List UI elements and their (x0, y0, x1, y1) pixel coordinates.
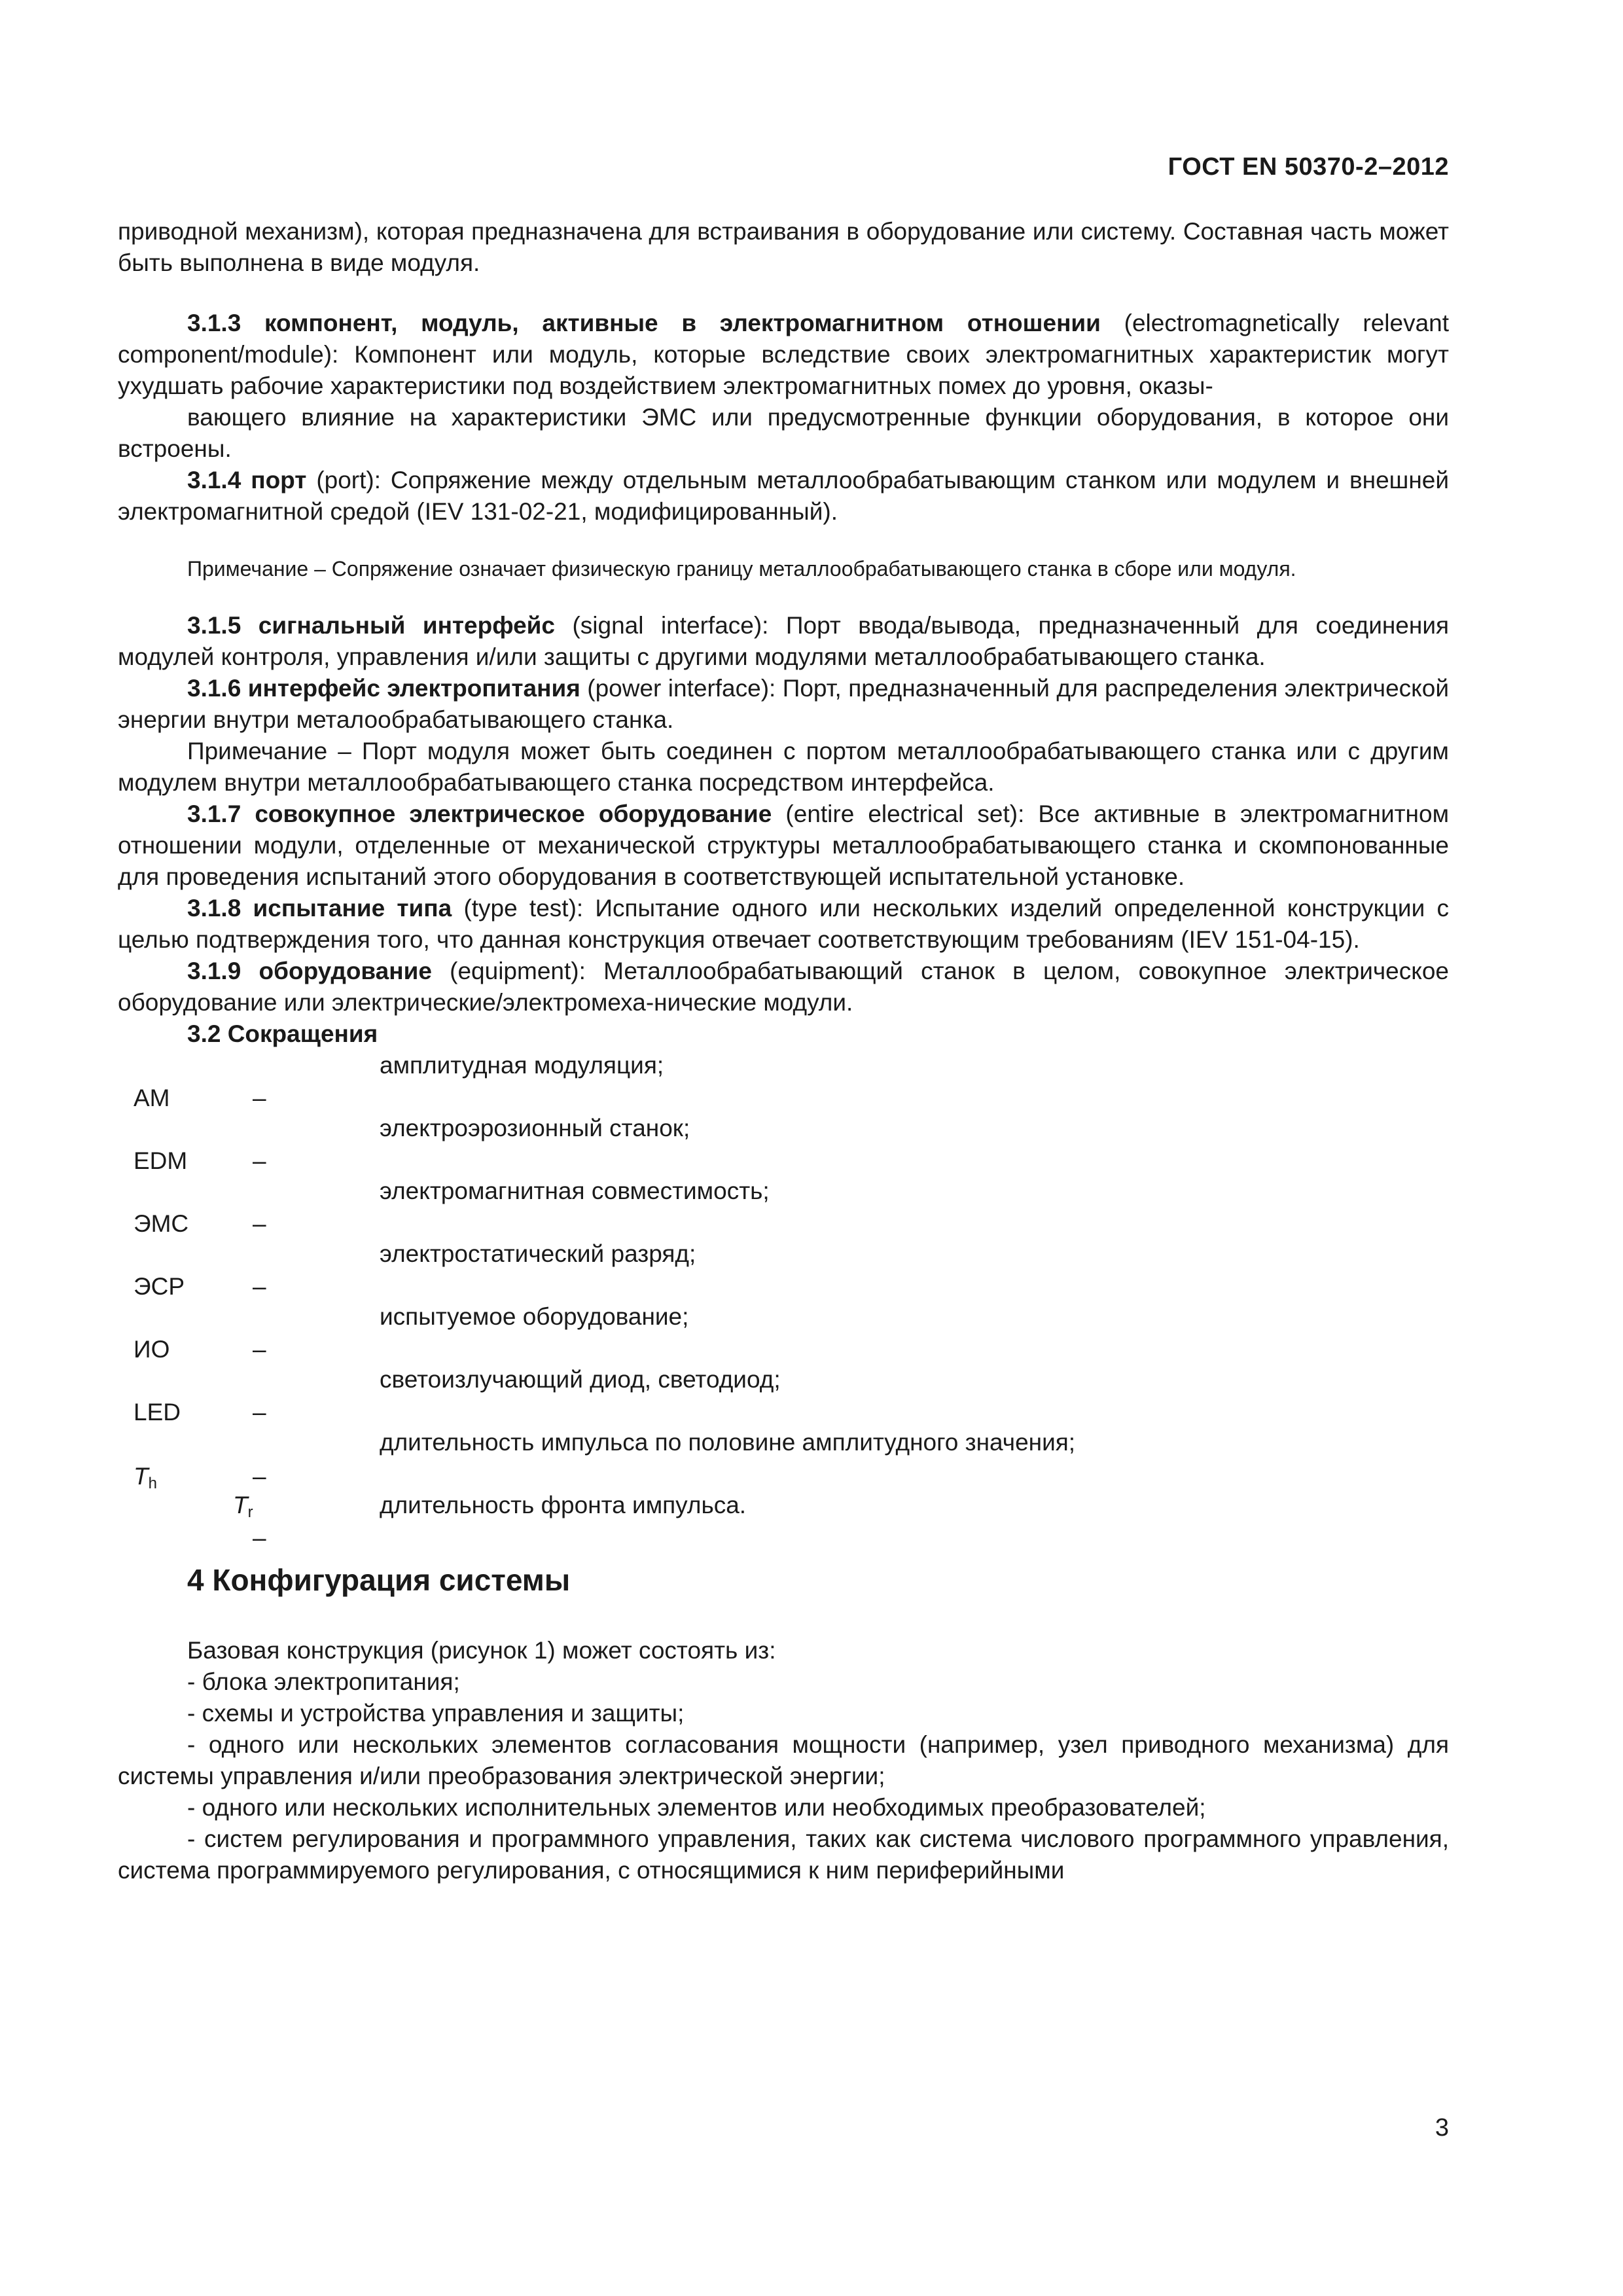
abbreviation-dash: – (253, 1085, 266, 1111)
page-content (118, 216, 1449, 1886)
definition-term: оборудование (259, 958, 432, 984)
definition-text: (type test): Испытание одного или нескольких изделий определенной конструкции с целью подтверждения того, что данная конструкция отвечает соответствующим требованиям (IEV 151-04-15). (118, 895, 1449, 953)
abbreviation-list (118, 1050, 1449, 1560)
definition-term: интерфейс электропитания (247, 675, 580, 702)
abbreviation-dash: – (253, 1147, 266, 1174)
abbreviation-subscript: r (247, 1503, 253, 1521)
definition-number: 3.1.9 (187, 958, 241, 984)
definition-text: (entire electrical set): Все активные в электромагнитном отношении модули, отделенные от механической структуры металлообрабатывающего станка и скомпонованные для проведения испытаний этого оборудования в соответствующей испытательной установке. (118, 800, 1450, 890)
list-intro: Базовая конструкция (рисунок 1) может состоять из: (187, 1637, 776, 1664)
list-item: - блока электропитания; (187, 1668, 460, 1695)
paragraph-continuation (118, 216, 1449, 279)
page-number: 3 (1435, 2114, 1449, 2142)
configuration-list (118, 1635, 1449, 1886)
list-item: - систем регулирования и программного управления, таких как система числового программного управления, система программируемого регулирования, с относящимися к ним периферийными (118, 1825, 1449, 1884)
standard-designation: ГОСТ EN 50370-2–2012 (1168, 153, 1449, 181)
abbreviation-term: LED (134, 1399, 181, 1426)
section-title-abbreviations: 3.2 Сокращения (187, 1020, 378, 1047)
definition-3-1-6 (118, 673, 1449, 736)
abbreviation-dash: – (253, 1463, 266, 1490)
definition-number: 3.1.3 (187, 310, 241, 336)
definition-text: (electromagnetically relevant component/module): Компонент или модуль, которые вследствие своих электромагнитных характеристик могут ухудшать рабочие характеристики под воздействием электромагнитных помех до уровня, оказы- (118, 310, 1450, 399)
definition-term: компонент, модуль, активные в электромагнитном отношении (264, 310, 1101, 336)
abbreviation-dash: – (253, 1524, 266, 1551)
abbreviation-definition: электроэрозионный станок; (380, 1115, 690, 1141)
abbreviation-term: EDM (134, 1147, 188, 1174)
abbreviation-symbol: T (233, 1492, 248, 1518)
list-item: - одного или нескольких исполнительных элементов или необходимых преобразователей; (187, 1794, 1206, 1821)
note-interface: Примечание – Сопряжение означает физическую границу металлообрабатывающего станка в сборе или модуля. (187, 557, 1296, 581)
section-heading-4: 4 Конфигурация системы (187, 1563, 571, 1597)
abbreviation-definition: длительность фронта импульса. (380, 1492, 747, 1518)
definition-3-1-9 (118, 956, 1449, 1018)
definition-number: 3.1.5 (187, 612, 241, 639)
abbreviation-definition: электростатический разряд; (380, 1240, 696, 1267)
definition-3-1-7 (118, 798, 1449, 893)
paragraph-line: Составная часть может быть выполнена в виде модуля. (118, 218, 1449, 276)
abbreviation-definition: амплитудная модуляция; (380, 1052, 664, 1079)
definition-3-1-3-continued: вающего влияние на характеристики ЭМС или предусмотренные функции оборудования, в которое они встроены. (118, 404, 1449, 462)
note-port: Примечание – Порт модуля может быть соединен с портом металлообрабатывающего станка или с другим модулем внутри металлообрабатывающего станка посредством интерфейса. (118, 738, 1449, 796)
definition-text: (power interface): Порт, предназначенный для распределения электрической энергии внутри металообрабатывающего станка. (118, 675, 1450, 733)
abbreviation-term-th (134, 1461, 157, 1499)
abbreviation-symbol: T (134, 1463, 149, 1490)
abbreviation-dash: – (253, 1336, 266, 1363)
definition-text: (port): Сопряжение между отдельным металлообрабатывающим станком или модулем и внешней электромагнитной средой (IEV 131-02-21, модифицированный). (118, 467, 1450, 525)
abbreviation-definition: испытуемое оборудование; (380, 1303, 689, 1330)
abbreviation-subscript: h (148, 1475, 157, 1492)
abbreviation-term: AM (134, 1085, 170, 1111)
definition-term: сигнальный интерфейс (258, 612, 556, 639)
abbreviation-dash: – (253, 1399, 266, 1426)
definition-3-1-4 (118, 465, 1449, 528)
definition-term: совокупное электрическое оборудование (255, 800, 772, 827)
definition-term: испытание типа (253, 895, 452, 922)
paragraph-line: приводной механизм), которая предназначена для встраивания в оборудование или систему. (118, 218, 1177, 245)
abbreviation-term-tr (233, 1490, 253, 1528)
definition-3-1-5 (118, 610, 1449, 673)
definition-text: (signal interface): Порт ввода/вывода, предназначенный для соединения модулей контроля, управления и/или защиты с другими модулями металлообрабатывающего станка. (118, 612, 1450, 670)
abbreviation-dash: – (253, 1210, 266, 1237)
definition-3-1-8 (118, 893, 1449, 956)
abbreviation-term: ЭМС (134, 1210, 189, 1237)
abbreviation-definition: длительность импульса по половине амплитудного значения; (380, 1429, 1076, 1456)
definition-number: 3.1.6 (187, 675, 241, 702)
definition-term: порт (251, 467, 307, 493)
definition-number: 3.1.7 (187, 800, 241, 827)
abbreviation-dash: – (253, 1273, 266, 1300)
definition-text: (equipment): Металлообрабатывающий станок в целом, совокупное электрическое оборудование или электрические/электромеха-нические модули. (118, 958, 1449, 1016)
abbreviation-term: ИО (134, 1336, 170, 1363)
abbreviation-term: ЭСР (134, 1273, 185, 1300)
list-item: - одного или нескольких элементов согласования мощности (например, узел приводного механизма) для системы управления и/или преобразования электрической энергии; (118, 1731, 1449, 1789)
definition-number: 3.1.8 (187, 895, 241, 922)
abbreviation-definition: электромагнитная совместимость; (380, 1177, 770, 1204)
list-item: - схемы и устройства управления и защиты; (187, 1700, 685, 1727)
definition-3-1-3 (118, 308, 1449, 402)
abbreviation-definition: светоизлучающий диод, светодиод; (380, 1366, 781, 1393)
definition-number: 3.1.4 (187, 467, 241, 493)
